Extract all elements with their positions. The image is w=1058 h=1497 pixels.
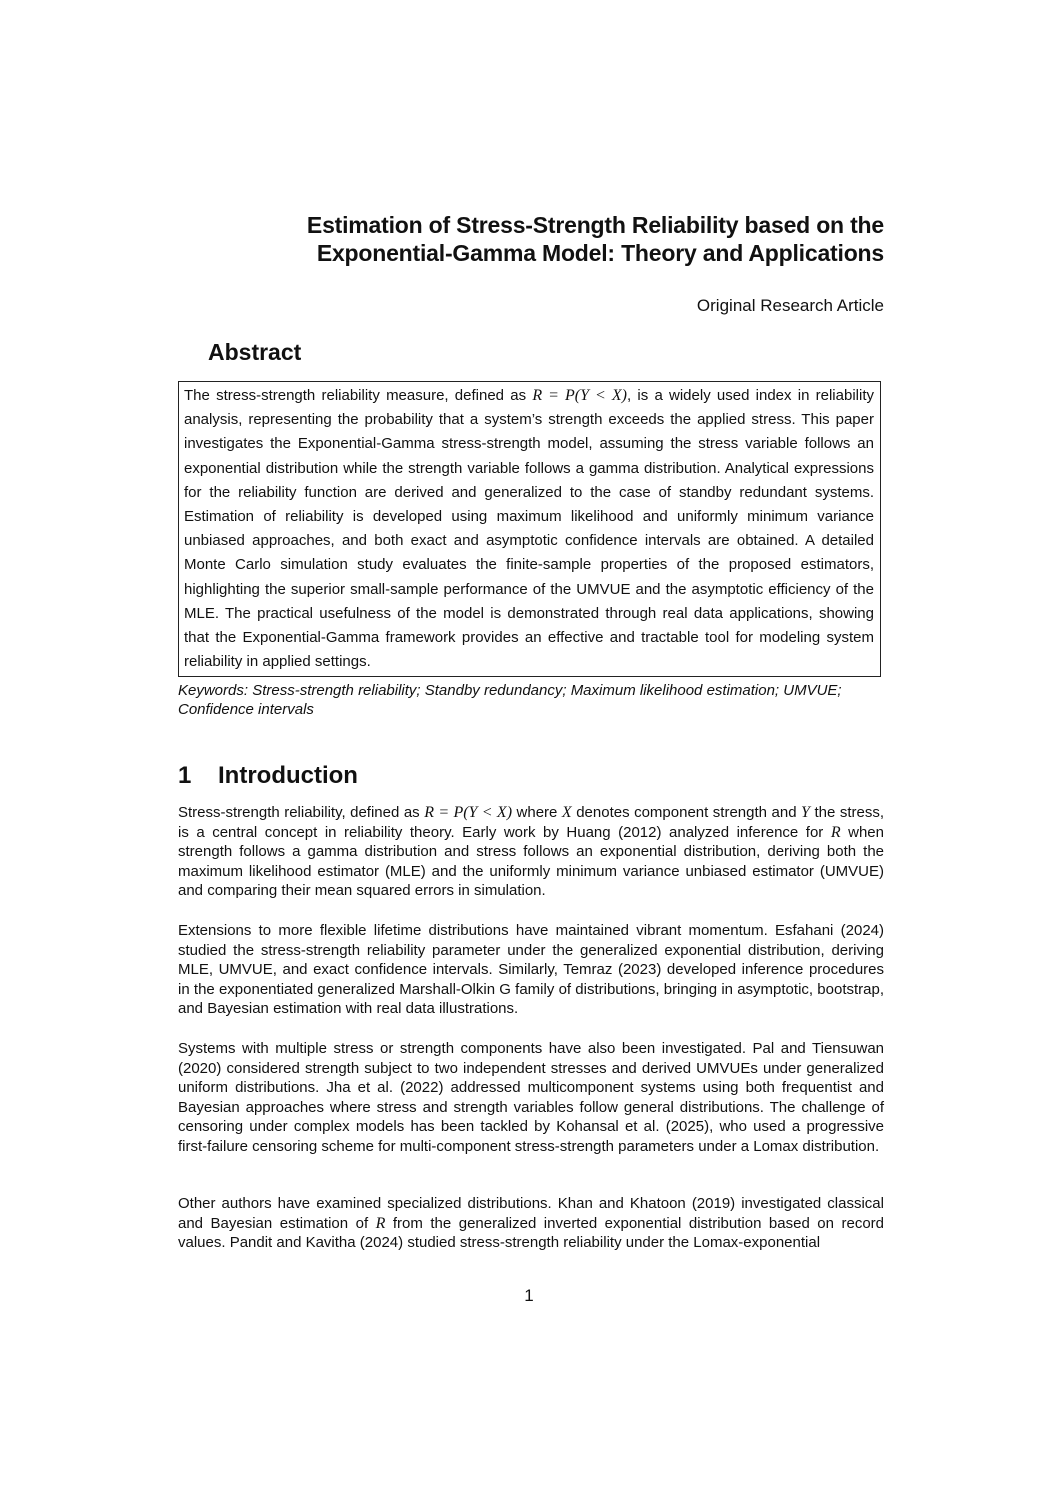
math-x: X [561,804,572,821]
abstract-text-a: The stress-strength reliability measure, defined as [184,387,533,404]
intro-paragraph-3: Systems with multiple stress or strength components have also been investigated. Pal and Tiensuwan (2020) considered strength subject to two independent stresses and derived UMVUEs under generalized uniform distributions. Jha et al. (2022) addressed multicomponent systems using both frequentist and Bayesian approaches where stress and strength variables follow general distributions. The challenge of censoring under complex models has been tackled by Kohansal et al. (2025), who used a progressive first-failure censoring scheme for multi-component stress-strength parameters under a Lomax distribution. [178,1040,884,1155]
text: the stress, is a central concept in reliability theory. Early work by Huang (2012) analyzed inference for [178,804,884,841]
section-title: Introduction [218,762,358,789]
section-number: 1 [178,762,192,789]
intro-paragraph-2: Extensions to more flexible lifetime distributions have maintained vibrant momentum. Esfahani (2024) studied the stress-strength reliability parameter under the generalized exponential distribution, deriving MLE, UMVUE, and exact confidence intervals. Similarly, Temraz (2023) developed inference procedures in the exponentiated generalized Marshall-Olkin G family of distributions, bringing in asymptotic, bootstrap, and Bayesian estimation with real data illustrations. [178,922,884,1018]
keywords: Keywords: Stress-strength reliability; Standby redundancy; Maximum likelihood estimation; UMVUE; Confidence intervals [178,682,842,718]
text: when strength follows a gamma distribution and stress follows an exponential distribution, deriving both the maximum likelihood estimator (MLE) and the uniformly minimum variance unbiased estimator (UMVUE) and comparing their mean squared errors in simulation. [178,823,884,900]
article-type-label: Original Research Article [696,296,884,315]
math-r: R [830,823,841,841]
intro-paragraph-4 [178,1194,884,1253]
page-number: 1 [524,1286,534,1305]
math-y: Y [801,804,810,821]
text: Stress-strength reliability, defined as [178,804,425,821]
title-line-1: Estimation of Stress-Strength Reliability based on the [306,212,884,238]
text: denotes component strength and [571,804,802,821]
text: where [512,804,562,821]
math-r: R [375,1214,386,1232]
text: Other authors have examined specialized distributions. Khan and Khatoon (2019) investigated classical and Bayesian estimation of [178,1195,884,1232]
paper-title [178,211,884,267]
abstract-text-b: , is a widely used index in reliability analysis, representing the probability that a system’s strength exceeds the applied stress. This paper investigates the Exponential-Gamma stress-strength model, assuming the stress variable follows an exponential distribution while the strength variable follows a gamma distribution. Analytical expressions for the reliability function are derived and generalized to the case of standby redundant systems. Estimation of reliability is developed using maximum likelihood and uniformly minimum variance unbiased approaches, and both exact and asymptotic confidence intervals are obtained. A detailed Monte Carlo simulation study evaluates the finite-sample properties of the proposed estimators, highlighting the superior small-sample performance of the UMVUE and the asymptotic efficiency of the MLE. The practical usefulness of the model is demonstrated through real data applications, showing that the Exponential-Gamma framework provides an effective and tractable tool for modeling system reliability in applied settings. [184,387,874,671]
abstract-math-reliability: R = P(Y < X) [532,387,627,404]
abstract-box [178,381,881,677]
math-reliability: R = P(Y < X) [424,804,513,821]
intro-paragraph-1 [178,803,884,901]
title-line-2: Exponential-Gamma Model: Theory and Applications [316,240,884,266]
text: from the generalized inverted exponential distribution based on record values. Pandit and Kavitha (2024) studied stress-strength reliability under the Lomax-exponential [178,1214,884,1252]
abstract-heading: Abstract [208,339,302,365]
section-heading-introduction [178,761,358,791]
